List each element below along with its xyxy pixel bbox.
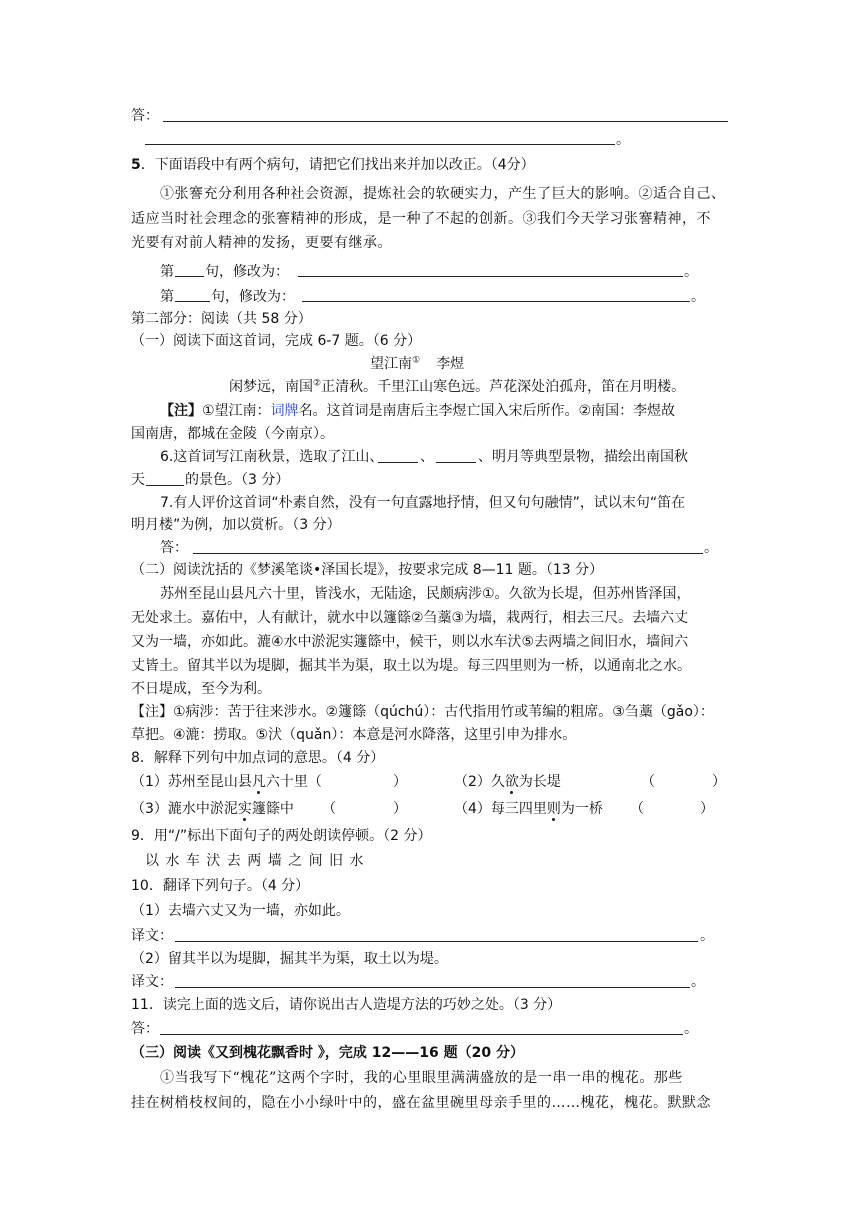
part2-heading: 第二部分：阅读（共 58 分） <box>131 311 312 327</box>
q6-blank-1[interactable] <box>378 462 418 463</box>
q11-answer-label: 答： <box>131 1021 159 1037</box>
q10-1-translate-label: 译文： <box>131 928 173 944</box>
poem-title-note-mark: ① <box>412 355 421 366</box>
q8-item-1-close: ） <box>393 774 407 790</box>
sec2-passage-line-5: 不日堤成，至今为利。 <box>131 681 271 697</box>
q9-title: 9．用“/”标出下面句子的两处朗读停顿。（2 分） <box>131 828 432 844</box>
q8-item-4-dotted-word: 则 <box>546 801 561 817</box>
q5-fix-2-sentence-blank[interactable] <box>175 301 210 302</box>
q8-item-1-a: （1）苏州至昆山县 <box>131 774 252 790</box>
poem-title-line <box>370 354 464 374</box>
q11-period: 。 <box>684 1021 698 1037</box>
q8-item-3-close: ） <box>393 801 407 817</box>
q5-title-text: ．下面语段中有两个病句，请把它们找出来并加以改正。（4分） <box>140 157 535 173</box>
q10-2-answer-line[interactable] <box>175 987 690 988</box>
sec1-note-line-1 <box>160 401 675 421</box>
sec1-note-label: 【注】 <box>160 403 202 419</box>
q5-passage-line-2: 适应当时社会理念的张謇精神的形成，是一种了不起的创新。③我们今天学习张謇精神，不 <box>131 211 711 227</box>
q4-end-period: 。 <box>616 132 630 148</box>
sec1-note-line-2: 国南唐，都城在金陵（今南京）。 <box>131 426 334 442</box>
sec2-heading: （二）阅读沈括的《梦溪笔谈•泽国长堤》，按要求完成 8—11 题。（13 分） <box>131 562 604 578</box>
poem-body <box>229 377 685 397</box>
sec3-passage-line-2: 挂在树梢枝杈间的，隐在小小绿叶中的，盛在盆里碗里母亲手里的……槐花，槐花。默默念 <box>131 1095 711 1111</box>
poem-author: 李煜 <box>436 356 465 372</box>
q8-item-3-open: （ <box>322 801 336 817</box>
q8-item-1 <box>131 772 322 792</box>
q7-answer-line[interactable] <box>193 553 703 554</box>
q4-answer-label: 答： <box>131 108 159 124</box>
q8-item-4 <box>454 799 603 819</box>
q5-title <box>131 155 535 175</box>
q5-fix-1-period: 。 <box>684 264 698 280</box>
q5-passage-line-1: ①张謇充分利用各种社会资源，提炼社会的软硬实力，产生了巨大的影响。②适合自己、 <box>160 186 726 202</box>
sec1-heading: （一）阅读下面这首词，完成 6-7 题。（6 分） <box>131 333 422 349</box>
q5-fix-2-period: 。 <box>691 289 705 305</box>
q8-item-4-a: （4）每三四里 <box>454 801 547 817</box>
q8-item-2-b: 为长堤 <box>518 774 561 790</box>
q10-1-period: 。 <box>700 928 714 944</box>
sec2-note-line-2: 草把。④漉：捞取。⑤汱（quǎn）：本意是河水降落，这里引申为排水。 <box>131 727 577 743</box>
q10-title: 10．翻译下列句子。（4 分） <box>131 878 310 894</box>
q7-line-1: 7.有人评价这首词“朴素自然，没有一句直露地抒情，但又句句融情”，试以末句“笛在 <box>160 495 686 511</box>
q11-answer-line[interactable] <box>160 1034 683 1035</box>
poem-body-note-mark: ② <box>313 378 322 389</box>
q10-2-period: 。 <box>691 974 705 990</box>
q11-title: 11．读完上面的选文后，请你说出古人造堤方法的巧妙之处。（3 分） <box>131 997 562 1013</box>
q8-item-2 <box>454 772 561 792</box>
q6-blank-3[interactable] <box>146 485 184 486</box>
q8-item-2-close: ） <box>712 774 726 790</box>
q5-fix-2-answer-line[interactable] <box>302 301 690 302</box>
q8-item-3-dotted-word: 实 <box>237 801 252 817</box>
q10-1-answer-line[interactable] <box>175 941 698 942</box>
q8-item-3 <box>131 799 294 819</box>
q9-sentence: 以 水 车 汱 去 两 墙 之 间 旧 水 <box>145 853 365 869</box>
q6-line-1a: 6.这首词写江南秋景，选取了江山、 <box>160 449 384 465</box>
q5-fix-2-suffix: 句，修改为： <box>211 289 295 305</box>
sec3-heading: （三）阅读《又到槐花飘香时 》，完成 12——16 题（20 分） <box>131 1045 524 1061</box>
q10-item-1: （1）去墙六丈又为一墙，亦如此。 <box>131 903 350 919</box>
q6-line-2b: 的景色。（3 分） <box>185 472 290 488</box>
q8-item-2-dotted-word: 欲 <box>504 774 519 790</box>
q5-passage-line-3: 光要有对前人精神的发扬，更要有继承。 <box>131 235 392 251</box>
q8-title: 8．解释下列句中加点词的意思。（4 分） <box>131 750 385 766</box>
sec3-passage-line-1: ①当我写下“槐花”这两个字时，我的心里眼里满满盛放的是一串一串的槐花。那些 <box>160 1070 683 1086</box>
q8-item-1-dotted-word: 凡 <box>251 774 266 790</box>
q4-answer-line-2[interactable] <box>145 144 615 145</box>
q7-period: 。 <box>704 540 718 556</box>
q5-fix-1-sentence-blank[interactable] <box>175 276 204 277</box>
cipai-link[interactable]: 词牌 <box>270 403 299 419</box>
q8-item-4-open: （ <box>630 801 644 817</box>
poem-body-start: 闲梦远，南国 <box>229 379 313 395</box>
q6-blank-2[interactable] <box>436 462 476 463</box>
q8-item-3-b: 籧篨中 <box>251 801 294 817</box>
q7-answer-label: 答： <box>160 540 188 556</box>
q6-separator: 、 <box>420 449 434 465</box>
sec2-passage-line-4: 丈皆土。留其半以为堤脚，掘其半为渠，取土以为堤。每三四里则为一桥，以通南北之水。 <box>131 658 691 674</box>
q6-line-1b: 、明月等典型景物，描绘出南国秋 <box>478 449 688 465</box>
q8-item-1-b: 六十里（ <box>265 774 322 790</box>
q5-title-num: 5 <box>131 157 141 173</box>
q7-line-2: 明月楼”为例，加以赏析。（3 分） <box>131 517 341 533</box>
q8-item-4-close: ） <box>700 801 714 817</box>
q10-item-2: （2）留其半以为堤脚，掘其半为渠，取土以为堤。 <box>131 951 448 967</box>
q4-answer-line-1[interactable] <box>163 121 728 122</box>
poem-body-rest: 正清秋。千里江山寒色远。芦花深处泊孤舟，笛在月明楼。 <box>321 379 686 395</box>
q8-item-4-b: 为一桥 <box>560 801 603 817</box>
sec2-passage-line-1: 苏州至昆山县凡六十里，皆浅水，无陆途，民颇病涉①。久欲为长堤，但苏州皆泽国， <box>160 586 691 602</box>
q5-fix-1-answer-line[interactable] <box>298 276 683 277</box>
q5-fix-2-prefix: 第 <box>160 289 174 305</box>
q8-item-2-a: （2）久 <box>454 774 505 790</box>
poem-title: 望江南 <box>370 356 412 372</box>
q6-line-2a: 天 <box>131 472 145 488</box>
sec1-note-b: 名。这首词是南唐后主李煜亡国入宋后所作。②南国：李煜故 <box>298 403 676 419</box>
sec1-note-a: ①望江南： <box>202 403 271 419</box>
q5-fix-1-prefix: 第 <box>160 264 174 280</box>
sec2-passage-line-3: 又为一墙，亦如此。漉④水中淤泥实籧篨中，候干，则以水车汱⑤去两墙之间旧水，墙间六 <box>131 634 689 650</box>
q10-2-translate-label: 译文： <box>131 974 173 990</box>
q8-item-3-a: （3）漉水中淤泥 <box>131 801 238 817</box>
q8-item-2-open: （ <box>641 774 655 790</box>
sec2-note-line-1: 【注】①病涉：苦于往来涉水。②籧篨（qúchú）：古代指用竹或苇编的粗席。③刍藁（gǎo）： <box>131 704 714 720</box>
sec2-passage-line-2: 无处求土。嘉佑中，人有献计，就水中以籧篨②刍藁③为墙，栽两行，相去三尺。去墙六丈 <box>131 610 689 626</box>
q5-fix-1-suffix: 句，修改为： <box>205 264 289 280</box>
